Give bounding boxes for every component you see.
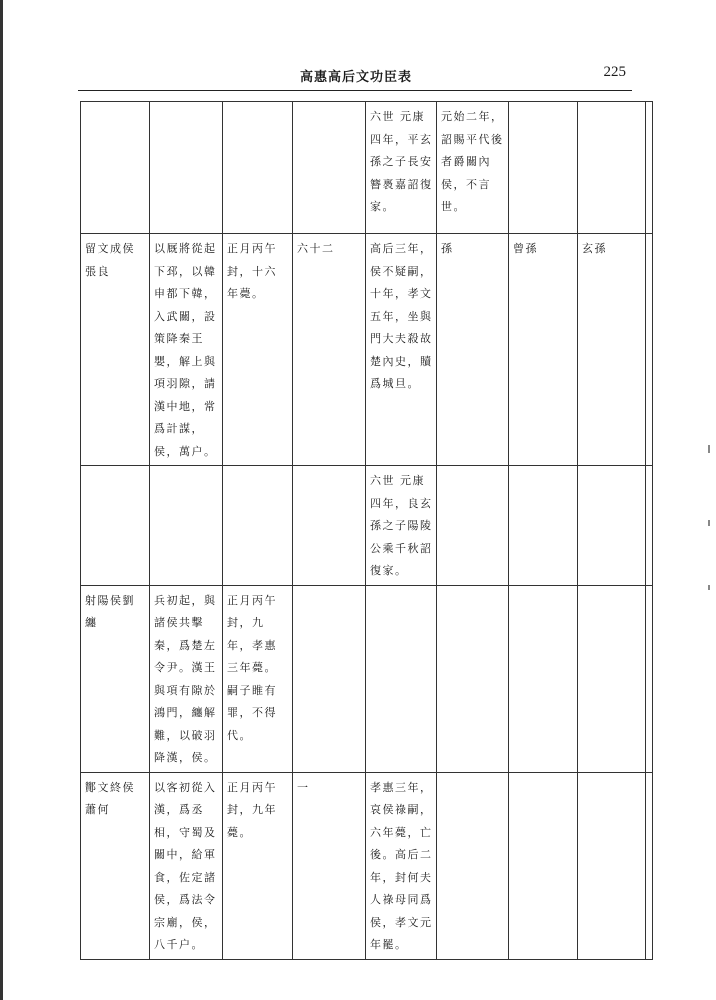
table-row xyxy=(81,234,653,466)
table-cell: 高后三年，侯不疑嗣，十年，孝文五年，坐與門大夫殺故楚內史，贖爲城旦。 xyxy=(366,234,437,466)
table-row xyxy=(81,102,653,234)
table-cell: 留文成侯張良 xyxy=(81,234,150,466)
table-row xyxy=(81,585,653,772)
page-header xyxy=(80,64,632,86)
scan-mark xyxy=(708,520,710,526)
page-number: 225 xyxy=(603,64,626,80)
table-cell xyxy=(150,102,223,234)
table-cell: 玄孫 xyxy=(578,234,646,466)
table-cell xyxy=(437,772,509,959)
table-cell xyxy=(509,466,578,586)
table-cell xyxy=(578,466,646,586)
table-cell xyxy=(646,466,653,586)
table-cell xyxy=(646,102,653,234)
table-cell: 以厩將從起下邳，以韓申都下韓，入武關，設策降秦王嬰，解上與項羽隙，請漢中地，常爲計謀，侯，萬户。 xyxy=(150,234,223,466)
table-cell xyxy=(509,102,578,234)
table-cell: 兵初起，與諸侯共擊秦，爲楚左令尹。漢王與項有隙於鴻門，纏解難，以破羽降漢，侯。 xyxy=(150,585,223,772)
table-cell: 射陽侯劉纏 xyxy=(81,585,150,772)
table-cell xyxy=(509,772,578,959)
table-cell: 孫 xyxy=(437,234,509,466)
table-cell: 六十二 xyxy=(293,234,366,466)
table-cell xyxy=(366,585,437,772)
table-cell xyxy=(293,466,366,586)
table-cell: 正月丙午封，九年薨。 xyxy=(223,772,293,959)
table-cell xyxy=(646,772,653,959)
table-cell xyxy=(150,466,223,586)
table-cell xyxy=(509,585,578,772)
table-cell xyxy=(81,466,150,586)
table-row xyxy=(81,772,653,959)
table-cell: 孝惠三年，哀侯祿嗣，六年薨，亡後。高后二年，封何夫人祿母同爲侯，孝文元年罷。 xyxy=(366,772,437,959)
table-cell xyxy=(646,585,653,772)
scan-mark xyxy=(708,585,710,590)
table-cell xyxy=(437,466,509,586)
table-cell xyxy=(293,102,366,234)
table-cell xyxy=(293,585,366,772)
table-row xyxy=(81,466,653,586)
table-cell: 曾孫 xyxy=(509,234,578,466)
table-cell: 六世 元康四年，良玄孫之子陽陵公乘千秋詔復家。 xyxy=(366,466,437,586)
table-cell xyxy=(223,466,293,586)
table-cell: 六世 元康四年，平玄孫之子長安簪褭嘉詔復家。 xyxy=(366,102,437,234)
table-cell xyxy=(437,585,509,772)
table-cell xyxy=(223,102,293,234)
page-title: 高惠高后文功臣表 xyxy=(299,70,412,85)
table-cell xyxy=(81,102,150,234)
table-cell: 元始二年，詔賜平代後者爵關內侯，不言世。 xyxy=(437,102,509,234)
table-cell xyxy=(578,772,646,959)
table-cell xyxy=(578,585,646,772)
table-cell: 正月丙午封，十六年薨。 xyxy=(223,234,293,466)
table-cell xyxy=(578,102,646,234)
page-edge xyxy=(0,0,3,1000)
header-rule xyxy=(78,90,632,91)
scan-mark xyxy=(708,445,710,453)
table-cell: 正月丙午封，九年，孝惠三年薨。嗣子睢有罪，不得代。 xyxy=(223,585,293,772)
honors-table xyxy=(80,101,653,960)
table-cell: 一 xyxy=(293,772,366,959)
table-cell: 酇文終侯蕭何 xyxy=(81,772,150,959)
table-cell xyxy=(646,234,653,466)
table-cell: 以客初從入漢，爲丞相，守蜀及關中，給軍食，佐定諸侯，爲法令宗廟，侯，八千户。 xyxy=(150,772,223,959)
